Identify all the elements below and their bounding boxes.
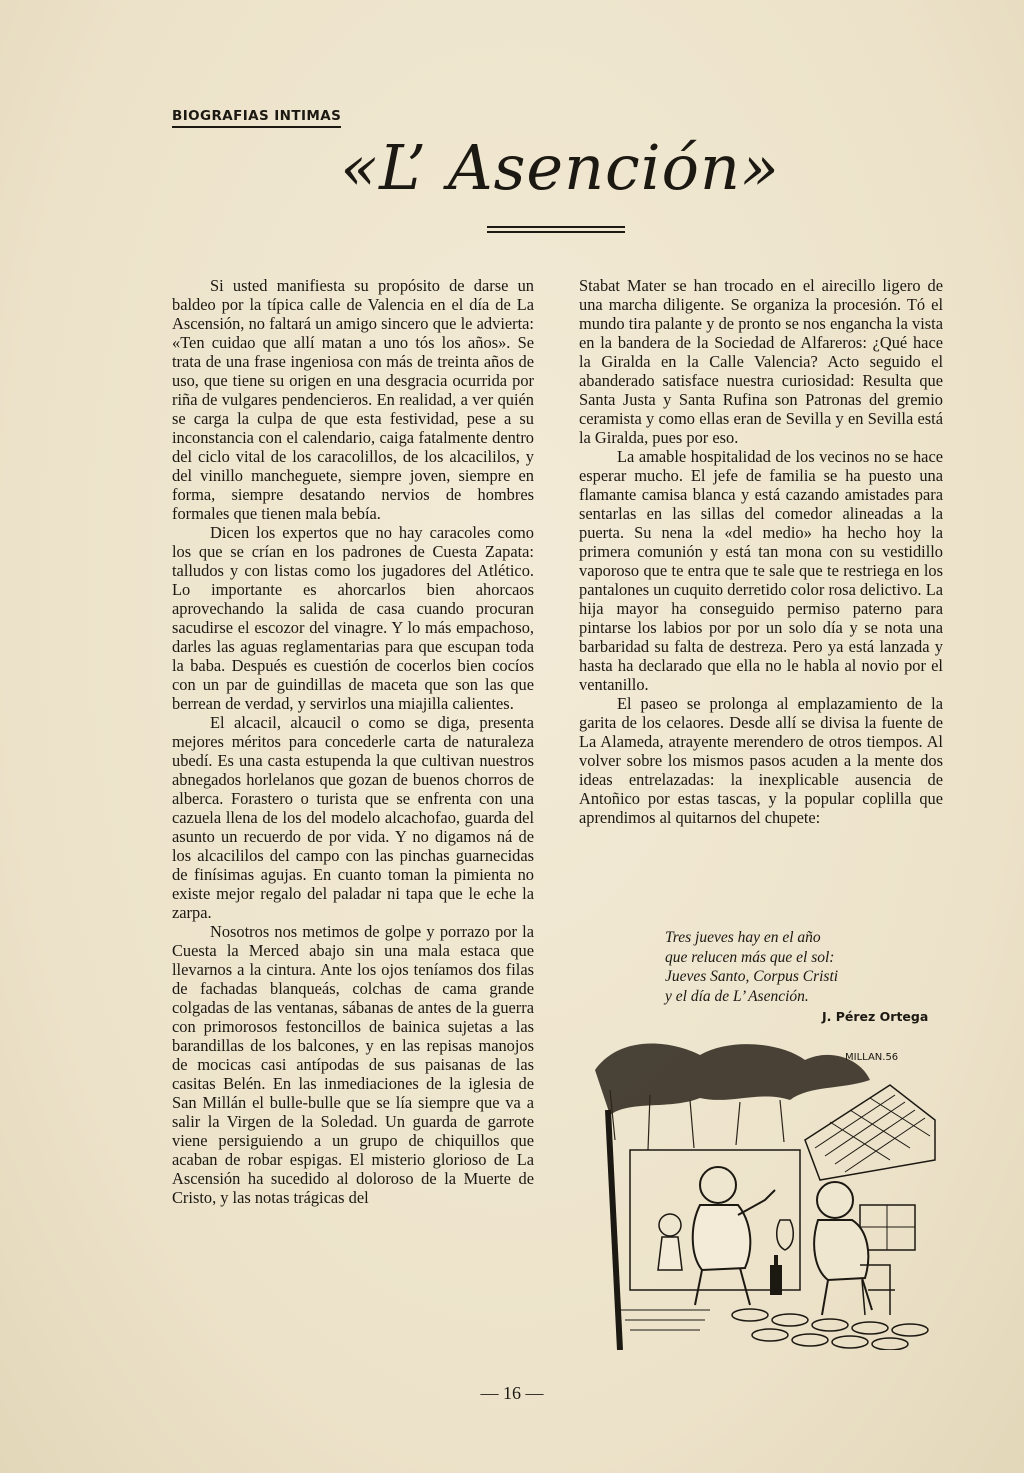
paragraph: El alcacil, alcaucil o como se diga, presenta mejores méritos para concederle carta de naturaleza ubedí. Es una casta estupenda la que cultivan nuestros abnegados horlelanos que gozan de buenos chorros de alberca. Forastero o turista que se enfrenta con una cazuela llena de los del modelo alcachofao, guarda del asunto un recuerdo de por vida. Y no digamos ná de los alcacililos del campo con las pinchas guarnecidas de finísimas agujas. En cuanto toman la pimienta no existe mejor regalo del paladar ni tapa que le eche la zarpa. xyxy=(172,713,534,922)
section-label: BIOGRAFIAS INTIMAS xyxy=(172,108,341,128)
page-number: — 16 — xyxy=(480,1383,544,1403)
verse-line: que relucen más que el sol: xyxy=(665,948,835,966)
paragraph: Dicen los expertos que no hay caracoles como los que se crían en los padrones de Cuesta Zapata: talludos y con listas como los jugadores del Atlético. Lo importante es ahorcarlos bien ahorcaos aprovechando la salida de casa cuando procuran sacudirse el escozor del vinagre. Y lo más empachoso, darles las aguas reglamentarias para que escupan toda la baba. Después es cuestión de cocerlos bien cocíos con un par de guindillas de maceta que son las que berrean de verdad, y servirlos una miajilla calientes. xyxy=(172,523,534,713)
verse xyxy=(665,928,838,1006)
page-title: «L’ Asención» xyxy=(340,131,780,204)
paragraph: La amable hospitalidad de los vecinos no se hace esperar mucho. El jefe de familia se ha puesto una flamante camisa blanca y está cazando amistades para sentarlas en las sillas del comedor alineadas a la puerta. Su nena la «del medio» ha hecho hoy la primera comunión y está tan mona con su vestidillo vaporoso que te entra que te sale que te restriega en los pantalones un cuquito derretido color rosa delictivo. La hija mayor ha conseguido permiso paterno para pintarse los labios por por un solo día y se nota una barbaridad su falta de destreza. Pero ya está lanzada y hasta ha declarado que ella no le habla al novio por el ventanillo. xyxy=(579,447,943,694)
verse-line: Jueves Santo, Corpus Cristi xyxy=(665,968,839,985)
paragraph: Nosotros nos metimos de golpe y porrazo por la Cuesta la Merced abajo sin una mala estaca que llevarnos a la cintura. Ante los ojos teníamos dos filas de fachadas blanqueás, colchas de cama grande colgadas de las ventanas, sábanas de antes de la guerra con primorosos festoncillos de bainica sujetas a las barandillas de los balcones, y en las repisas manojos de mocicas casi antípodas de sus paisanas de las casitas Belén. En las inmediaciones de la iglesia de San Millán el bulle-bulle que se lía siempre que va a salir la Virgen de la Soledad. Un guarda de garrote viene persiguiendo a un grupo de chiquillos que acaban de robar espigas. El misterio glorioso de La Ascensión ha sucedido al doloroso de la Muerte de Cristo, y las notas trágicas del xyxy=(172,922,534,1207)
article-right-column xyxy=(579,276,943,827)
paragraph: Si usted manifiesta su propósito de darse un baldeo por la típica calle de Valencia en el día de La Ascensión, no faltará un amigo sincero que le advierta: «Ten cuidao que allí matan a uno tós los años». Se trata de una frase ingeniosa con más de treinta años de uso, que tiene su origen en una desgracia ocurrida por riña de vulgares pendencieros. En realidad, a ver quién se carga la culpa de que esta festividad, pese a su inconstancia con el calendario, caiga fatalmente dentro del ciclo vital de los caracolillos, de los alcacililos, y del vinillo mancheguete, siempre joven, siempre en forma, siempre desatando nervios de hombres formales que tienen mala bebía. xyxy=(172,276,534,523)
paragraph: Stabat Mater se han trocado en el airecillo ligero de una marcha diligente. Se organiza la procesión. Tó el mundo tira palante y de pronto se nos engancha la vista en la bandera de la Sociedad de Alfareros: ¿Qué hace la Giralda en la Calle Valencia? Acto seguido el abanderado satisface nuestra curiosidad: Resulta que Santa Justa y Santa Rufina son Patronas del gremio ceramista y como ellas eran de Sevilla y en Sevilla está la Giralda, pues por eso. xyxy=(579,276,943,447)
illustration-signature: MILLAN.56 xyxy=(845,1052,899,1063)
verse-line: Tres jueves hay en el año xyxy=(665,929,821,946)
author-signature: J. Pérez Ortega xyxy=(822,1009,929,1024)
title-rule-top xyxy=(487,226,625,228)
verse-line: y el día de L’ Asención. xyxy=(665,987,809,1005)
paragraph: El paseo se prolonga al emplazamiento de la garita de los celaores. Desde allí se divisa la fuente de La Alameda, atrayente merendero de otros tiempos. Al volver sobre los mismos pasos acuden a la mente dos ideas entrelazadas: la inexplicable ausencia de Antoñico por estas tascas, y la popular coplilla que aprendimos al quitarnos del chupete: xyxy=(579,694,943,827)
cartoon-illustration xyxy=(590,1030,940,1350)
article-left-column xyxy=(172,276,534,1207)
title-rule-bottom xyxy=(487,231,625,233)
